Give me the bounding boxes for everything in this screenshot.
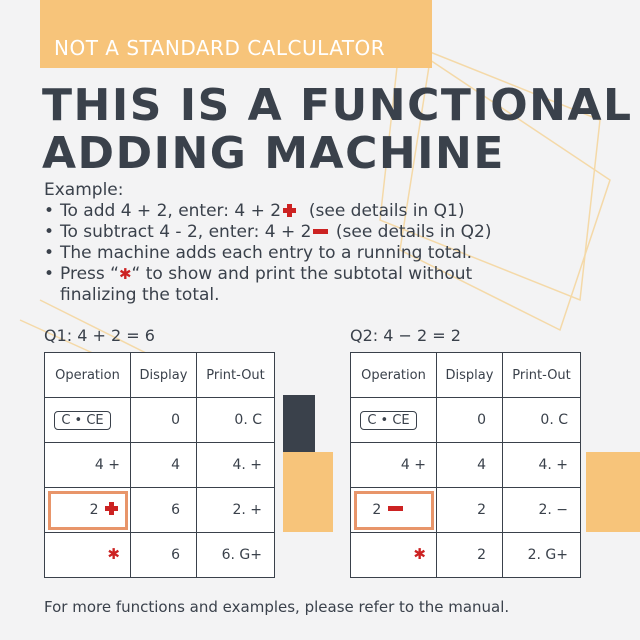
- table-row: [351, 443, 581, 488]
- q1-title: Q1: 4 + 2 = 6: [44, 326, 155, 345]
- table-row: [351, 533, 581, 578]
- operation-cell: [45, 398, 131, 443]
- print-cell: 0. C: [503, 398, 581, 443]
- header-operation: Operation: [351, 353, 437, 398]
- plus-key-icon: [105, 502, 118, 515]
- display-cell: 0: [437, 398, 503, 443]
- example-item-add-note: (see details in Q1): [308, 201, 465, 221]
- display-cell: 2: [437, 533, 503, 578]
- table-header-row: [45, 353, 275, 398]
- print-cell: 4. +: [503, 443, 581, 488]
- print-cell: 0. C: [197, 398, 275, 443]
- clear-key: C • CE: [360, 411, 416, 430]
- print-cell: 6. G+: [197, 533, 275, 578]
- banner-text: NOT A STANDARD CALCULATOR: [54, 36, 386, 60]
- example-item-subtract-note: (see details in Q2): [335, 222, 492, 242]
- asterisk-key-icon: ✱: [107, 545, 120, 563]
- minus-key-icon: [388, 506, 403, 511]
- print-cell: 4. +: [197, 443, 275, 488]
- table-row: [45, 443, 275, 488]
- example-label: Example:: [44, 180, 124, 200]
- operation-cell-highlighted: [45, 488, 131, 533]
- headline-line-2: ADDING MACHINE: [42, 128, 505, 179]
- table-row: [45, 533, 275, 578]
- header-display: Display: [437, 353, 503, 398]
- display-cell: 6: [131, 533, 197, 578]
- operation-cell-highlighted: [351, 488, 437, 533]
- operation-cell: 4 +: [351, 443, 437, 488]
- table-row: [45, 398, 275, 443]
- headline-line-1: THIS IS A FUNCTIONAL: [42, 80, 633, 131]
- q2-table: [350, 352, 581, 578]
- example-item-add-text: To add 4 + 2, enter: 4 + 2: [60, 201, 282, 221]
- example-item-add: [44, 201, 491, 222]
- example-item-subtotal-text-a: Press “: [60, 264, 119, 284]
- footer-note: For more functions and examples, please refer to the manual.: [44, 598, 510, 616]
- display-cell: 4: [131, 443, 197, 488]
- print-cell: 2. G+: [503, 533, 581, 578]
- operation-cell: [351, 398, 437, 443]
- operation-cell: [351, 533, 437, 578]
- table-row: [351, 488, 581, 533]
- header-print-out: Print-Out: [503, 353, 581, 398]
- plus-key-icon: [283, 204, 296, 217]
- table-header-row: [351, 353, 581, 398]
- q2-title: Q2: 4 − 2 = 2: [350, 326, 461, 345]
- example-item-subtract-text: To subtract 4 - 2, enter: 4 + 2: [60, 222, 312, 242]
- display-cell: 2: [437, 488, 503, 533]
- asterisk-key-icon: ✱: [118, 265, 132, 283]
- minus-key-icon: [313, 229, 328, 234]
- table-row: [45, 488, 275, 533]
- print-cell: 2. +: [197, 488, 275, 533]
- example-item-subtotal-text-b: “ to show and print the subtotal without: [131, 264, 473, 284]
- print-cell: 2. −: [503, 488, 581, 533]
- example-item-subtotal-text-c: finalizing the total.: [60, 285, 220, 305]
- example-section: [44, 180, 491, 306]
- operation-value: 2: [372, 502, 382, 518]
- header-display: Display: [131, 353, 197, 398]
- q1-table: [44, 352, 275, 578]
- example-item-subtract: [44, 222, 491, 243]
- header-print-out: Print-Out: [197, 353, 275, 398]
- asterisk-key-icon: ✱: [413, 545, 426, 563]
- operation-value: 2: [89, 502, 99, 518]
- operation-cell: [45, 533, 131, 578]
- display-cell: 6: [131, 488, 197, 533]
- example-list: [44, 201, 491, 306]
- display-cell: 0: [131, 398, 197, 443]
- example-item-running-total: • The machine adds each entry to a running total.: [44, 243, 491, 264]
- example-item-subtotal: [44, 264, 491, 306]
- clear-key: C • CE: [54, 411, 110, 430]
- display-cell: 4: [437, 443, 503, 488]
- header-operation: Operation: [45, 353, 131, 398]
- operation-cell: 4 +: [45, 443, 131, 488]
- table-row: [351, 398, 581, 443]
